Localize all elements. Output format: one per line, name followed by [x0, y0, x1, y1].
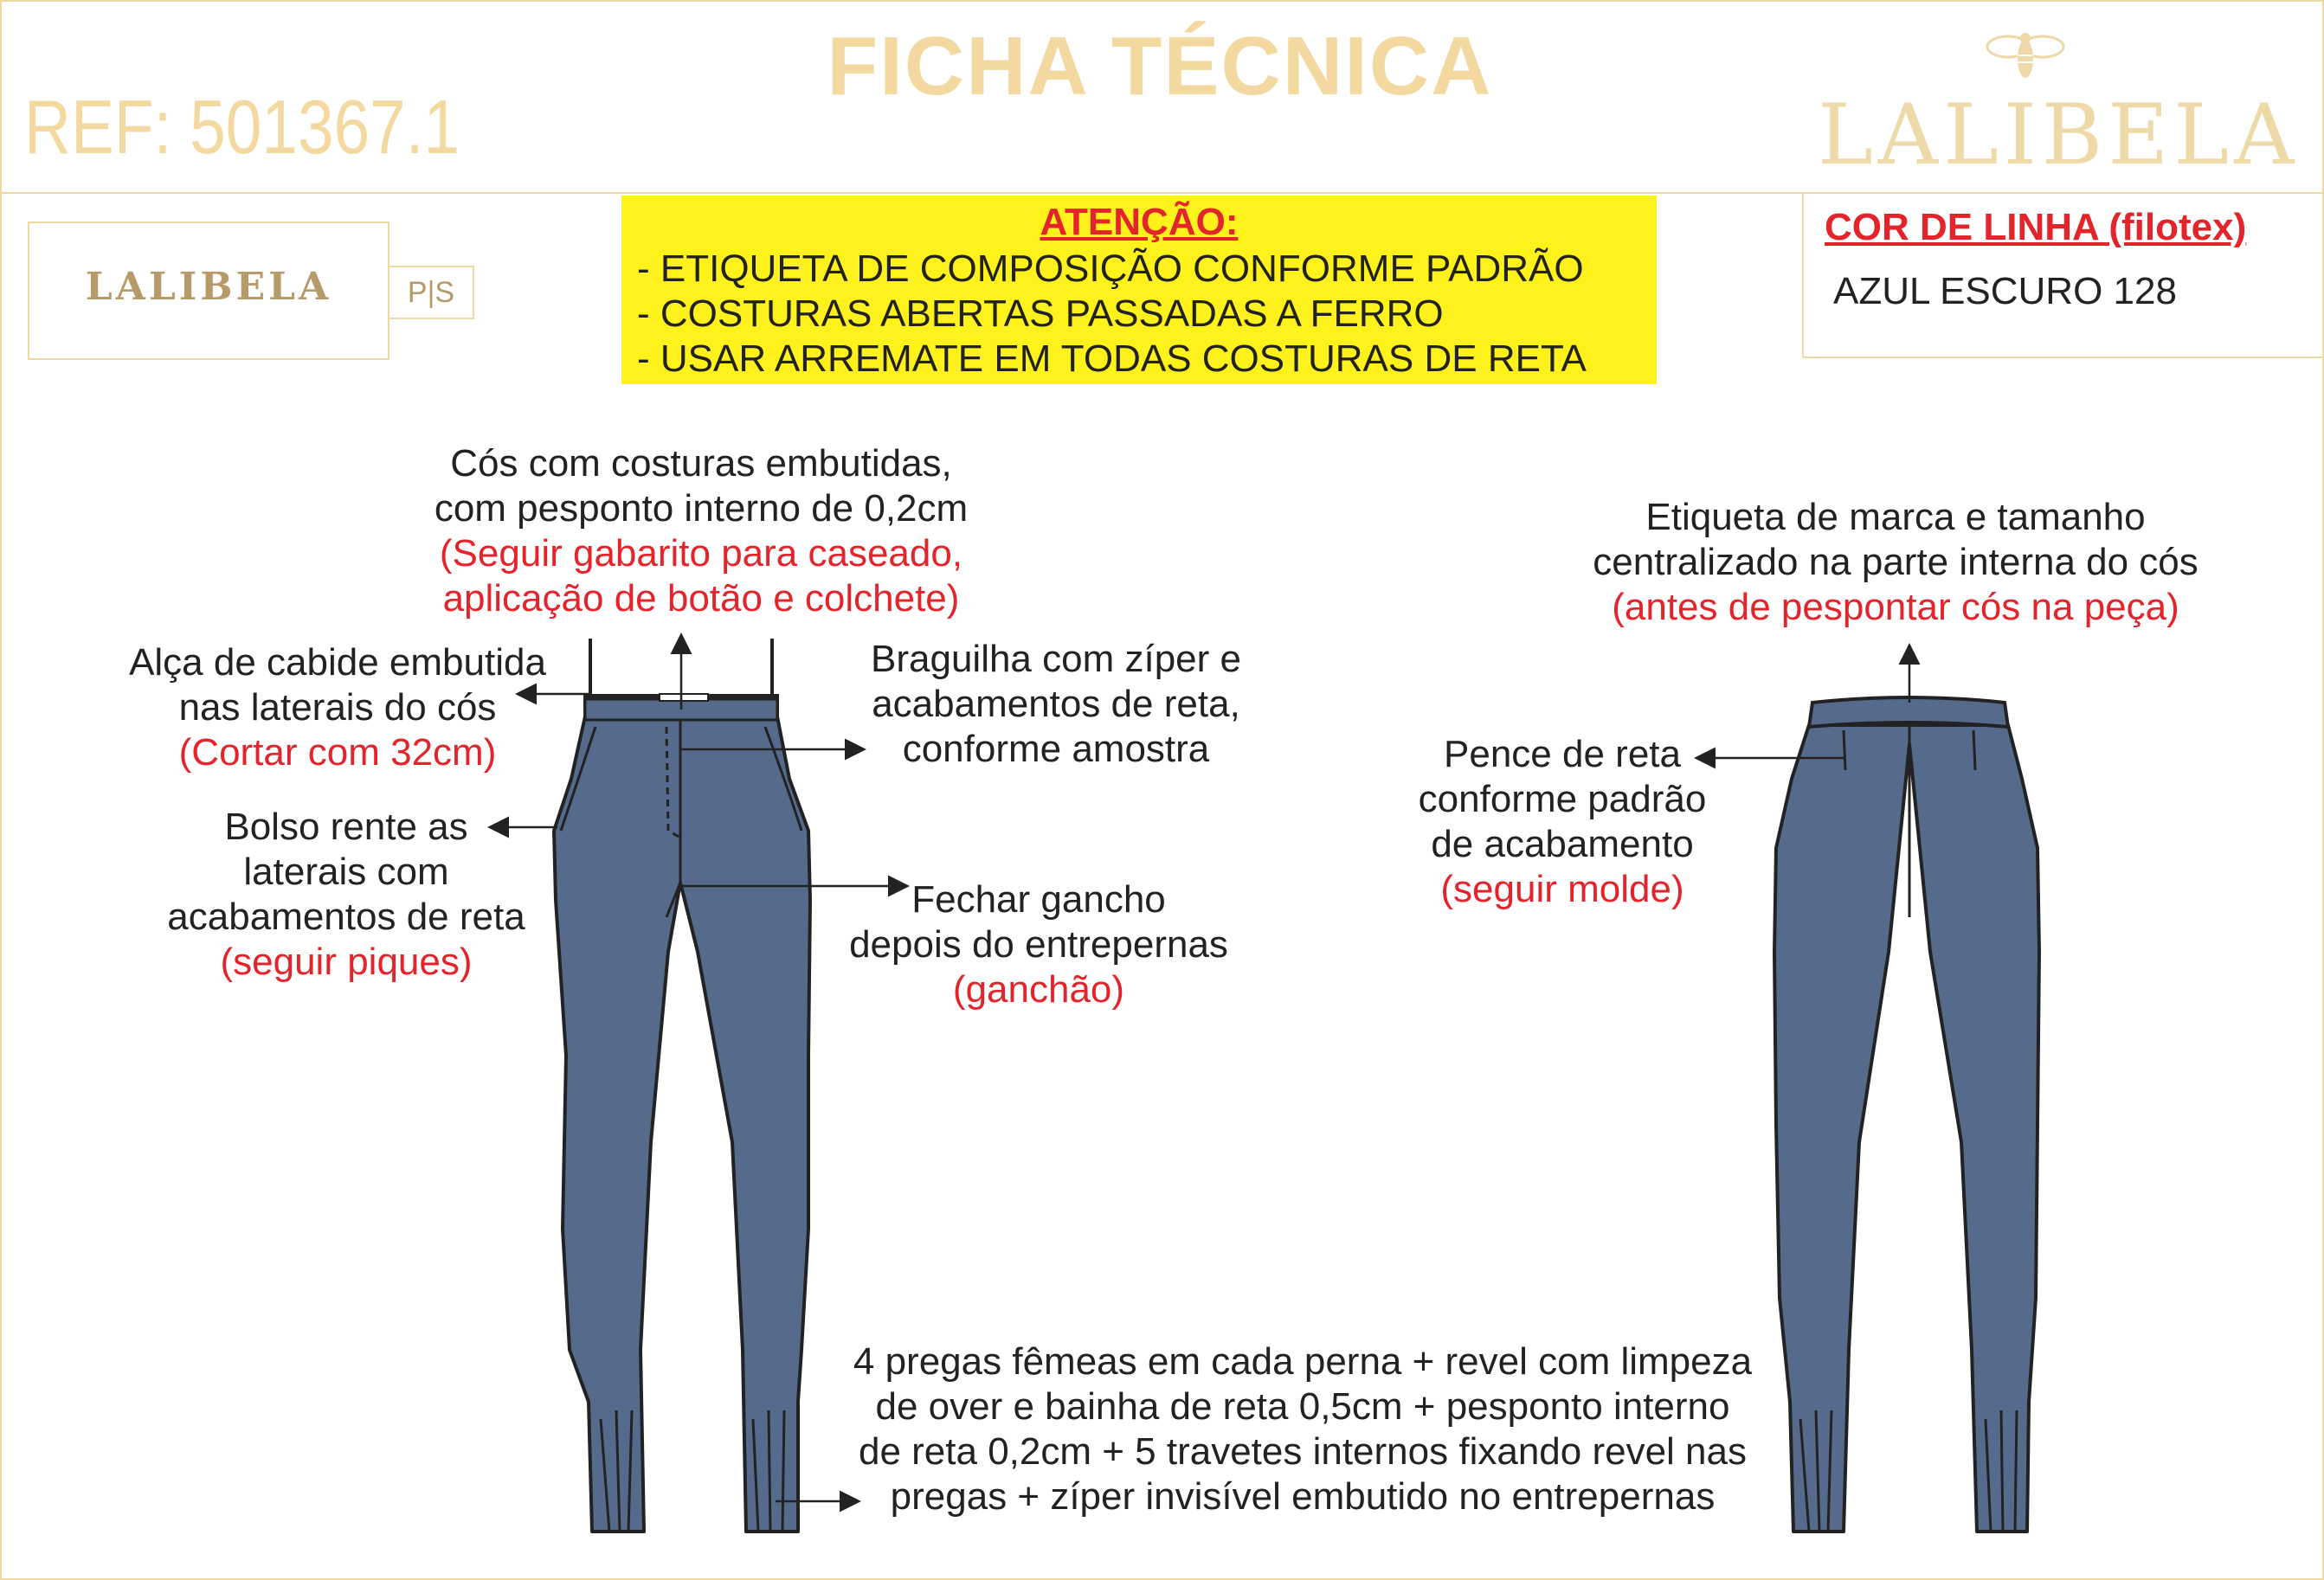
note-instruction: (Seguir gabarito para caseado,	[439, 532, 963, 575]
note-fly	[831, 637, 1281, 772]
page-title: FICHA TÉCNICA	[827, 20, 1493, 112]
size-label-sample: P|S	[388, 266, 474, 319]
note-instruction: (Cortar com 32cm)	[178, 731, 497, 774]
note-instruction: (seguir piques)	[220, 941, 473, 983]
warning-line: - USAR ARREMATE EM TODAS COSTURAS DE RETA	[637, 337, 1587, 380]
note-text: Pence de reta	[1444, 733, 1681, 775]
thread-color-heading: COR DE LINHA (filotex)	[1825, 206, 2247, 248]
warning-line: - COSTURAS ABERTAS PASSADAS A FERRO	[637, 292, 1444, 335]
note-text: Cós com costuras embutidas,	[450, 442, 952, 485]
note-dart	[1376, 732, 1748, 912]
note-text: Alça de cabide embutida	[129, 641, 546, 684]
thread-color-value: AZUL ESCURO 128	[1833, 270, 2177, 312]
note-text: nas laterais do cós	[178, 686, 497, 729]
note-text: com pesponto interno de 0,2cm	[434, 487, 969, 530]
pants-front-view	[554, 639, 810, 1532]
note-pleats	[814, 1339, 1792, 1519]
note-text: 4 pregas fêmeas em cada perna + revel com limpeza	[853, 1340, 1753, 1383]
note-instruction: aplicação de botão e colchete)	[442, 577, 960, 620]
note-text: centralizado na parte interna do cós	[1593, 541, 2198, 583]
note-text: de over e bainha de reta 0,5cm + pesponto interno	[875, 1385, 1730, 1428]
note-text: de reta 0,2cm + 5 travetes internos fixando revel nas	[858, 1430, 1747, 1473]
warning-line: - ETIQUETA DE COMPOSIÇÃO CONFORME PADRÃO	[637, 247, 1584, 290]
pants-back-view	[1774, 697, 2039, 1532]
note-text: laterais com	[243, 851, 449, 893]
note-text: acabamentos de reta,	[872, 683, 1240, 725]
note-text: Etiqueta de marca e tamanho	[1645, 496, 2146, 538]
note-text: conforme padrão	[1418, 778, 1707, 820]
note-brand-label	[1549, 495, 2242, 630]
note-pocket	[138, 805, 554, 985]
note-text: depois do entrepernas	[849, 923, 1228, 966]
brand-logo: LALIBELA	[1818, 87, 2300, 183]
note-waistband	[407, 441, 995, 621]
note-crotch	[831, 877, 1246, 1012]
note-text: Bolso rente as	[224, 806, 468, 848]
note-text: conforme amostra	[902, 728, 1210, 770]
note-hanger-loop	[95, 640, 580, 775]
note-instruction: (seguir molde)	[1440, 868, 1684, 910]
note-text: pregas + zíper invisível embutido no entrepernas	[890, 1475, 1716, 1518]
reference-code: REF: 501367.1	[24, 84, 460, 170]
warning-heading: ATENÇÃO:	[1040, 201, 1239, 243]
label-brand-text: LALIBELA	[85, 265, 332, 309]
note-text: Fechar gancho	[911, 878, 1166, 921]
note-text: de acabamento	[1431, 823, 1694, 865]
note-text: Braguilha com zíper e	[871, 638, 1241, 680]
note-instruction: (antes de pespontar cós na peça)	[1612, 586, 2179, 628]
note-instruction: (ganchão)	[952, 968, 1125, 1011]
note-text: acabamentos de reta	[167, 896, 525, 938]
